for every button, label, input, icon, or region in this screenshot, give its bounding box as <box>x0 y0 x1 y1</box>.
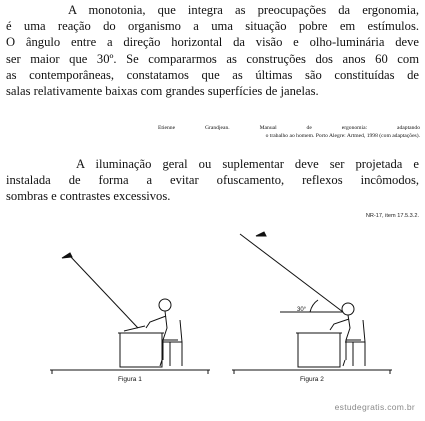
figure-1 <box>50 253 210 374</box>
angle-label: 30° <box>297 307 307 313</box>
lamp-icon <box>256 232 266 236</box>
light-ray <box>70 256 138 328</box>
person-head <box>159 299 171 311</box>
citation <box>158 124 420 140</box>
light-ray <box>240 234 343 312</box>
desk <box>120 333 162 367</box>
paragraph-line: as contemporâneas, constatamos que as últimas são constituídas de <box>6 67 419 82</box>
person-head <box>342 303 354 315</box>
figure-1-caption: Figura 1 <box>118 376 142 383</box>
chair <box>345 320 365 366</box>
watermark: estudegratis.com.br <box>334 402 415 412</box>
figure-2-caption: Figura 2 <box>300 376 324 383</box>
figures-illustration <box>0 220 425 400</box>
paragraph-line: ser maior que 30º. Se compararmos as construções dos anos 60 com <box>6 51 419 66</box>
paragraph-monotonia <box>6 2 419 99</box>
citation-line: Etienne Grandjean. Manual de ergonomia: adaptando <box>158 125 420 131</box>
paragraph-line: A iluminação geral ou suplementar deve ser projetada e <box>76 157 419 171</box>
paragraph-line: O ângulo entre a direção horizontal da visão e olho-luminária deve <box>6 35 419 50</box>
paragraph-line: salas relativamente baixas com grandes superfícies de janelas. <box>6 84 319 99</box>
chair <box>162 320 182 366</box>
paragraph-line: A monotonia, que integra as preocupações da ergonomia, <box>68 3 419 17</box>
paragraph-line: sombras e contrastes excessivos. <box>6 189 171 204</box>
paragraph-line: é uma reação do organismo a uma situação pobre em estímulos. <box>6 19 419 34</box>
desk <box>298 333 340 367</box>
paragraph-iluminacao <box>6 156 419 205</box>
paragraph-line: instalada de forma a evitar ofuscamento, reflexos incômodos, <box>6 173 419 188</box>
nr-reference: NR-17, item 17.5.3.2. <box>365 213 419 219</box>
figure-2 <box>232 232 392 374</box>
citation-line: o trabalho ao homem. Porto Alegre: Artmed, 1998 (com adaptações). <box>265 133 420 139</box>
